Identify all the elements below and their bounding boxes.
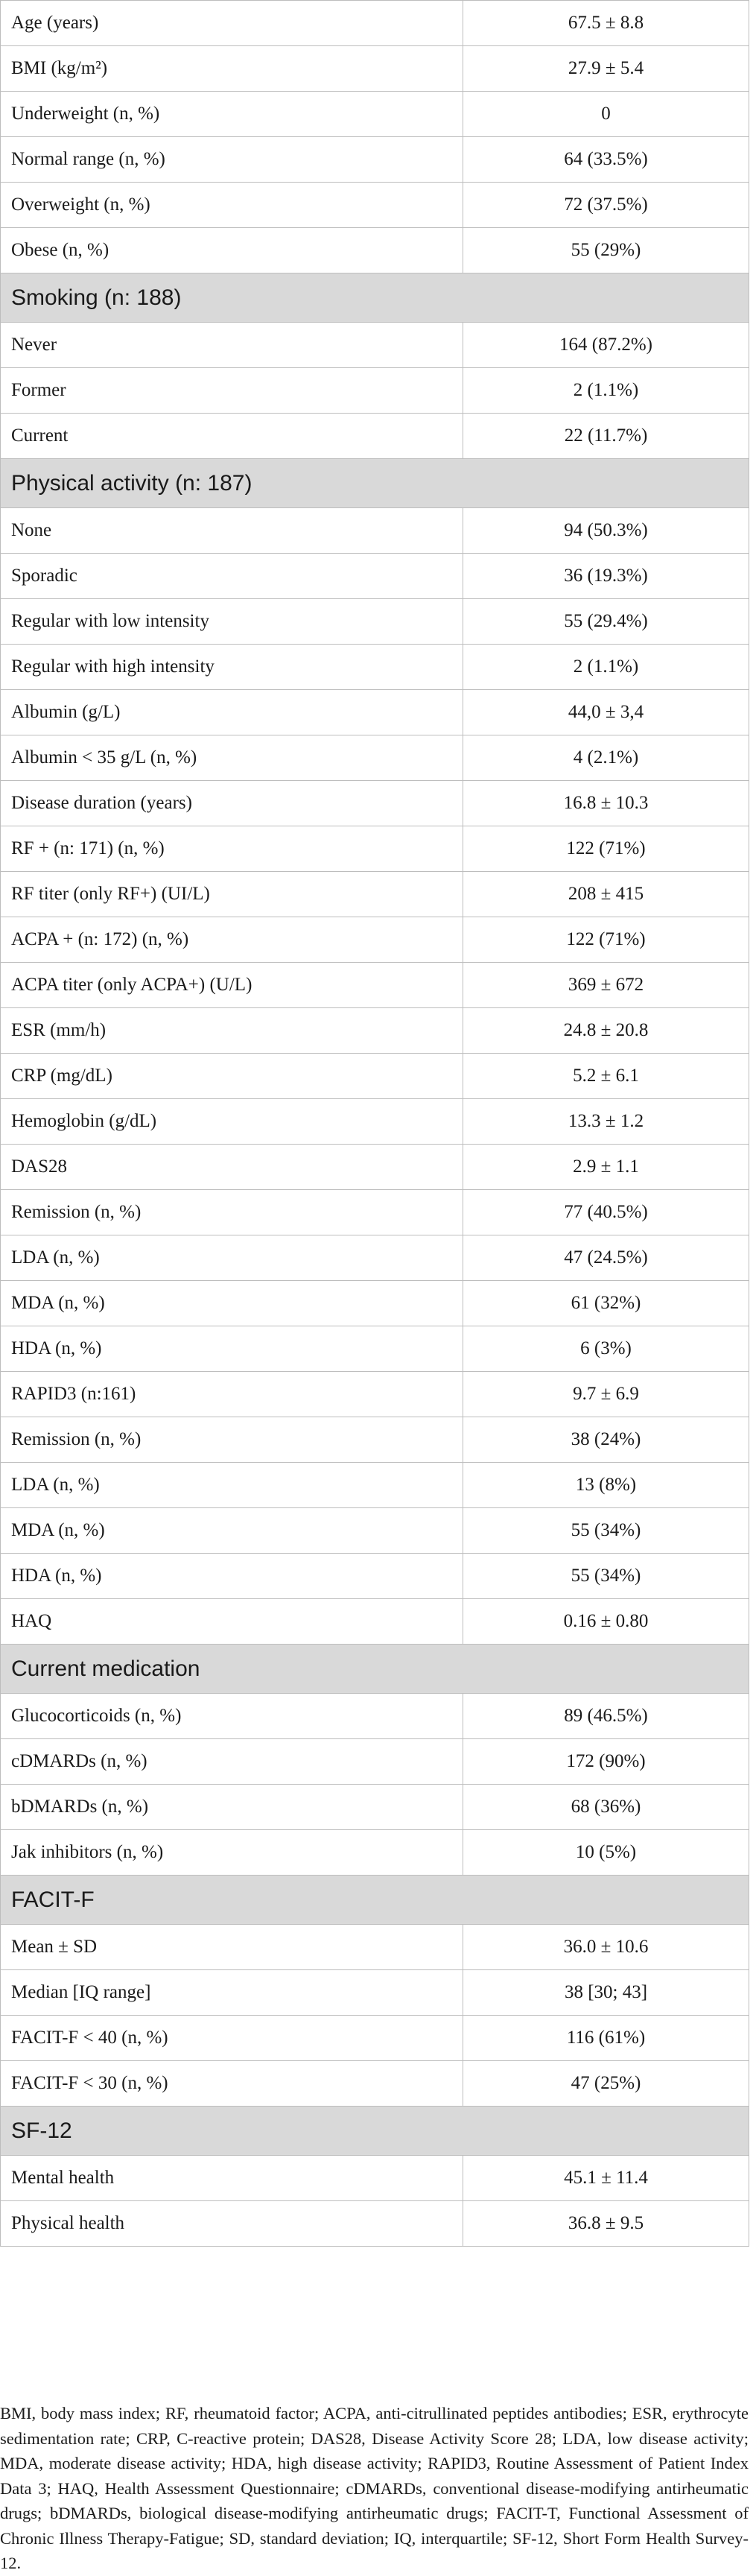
table-row [1,1970,749,2016]
row-value: 2.9 ± 1.1 [463,1145,749,1190]
section-header-row [1,1876,749,1925]
row-value: 5.2 ± 6.1 [463,1054,749,1099]
row-label: LDA (n, %) [1,1235,463,1281]
table-row [1,872,749,917]
row-value: 0 [463,92,749,137]
table-row [1,1372,749,1417]
row-value: 68 (36%) [463,1785,749,1830]
row-label: Remission (n, %) [1,1190,463,1235]
table-footnote: BMI, body mass index; RF, rheumatoid factor; ACPA, anti-citrullinated peptides antibodies; ESR, erythrocyte sedimentation rate; CRP, C-reactive protein; DAS28, Disease Activity Score 28; LDA, low disease activity; MDA, moderate disease activity; HDA, high disease activity; RAPID3, Routine Assessment of Patient Index Data 3; HAQ, Health Assessment Questionnaire; cDMARDs, conventional disease-modifying antirheumatic drugs; bDMARDs, biological disease-modifying antirheumatic drugs; FACIT-T, Functional Assessment of Chronic Illness Therapy-Fatigue; SD, standard deviation; IQ, interquartile; SF-12, Short Form Health Survey-12. [0,2404,749,2572]
row-value: 2 (1.1%) [463,645,749,690]
row-value: 36.8 ± 9.5 [463,2201,749,2247]
section-header-row [1,1645,749,1694]
table-row [1,1235,749,1281]
section-title: Smoking (n: 188) [1,273,749,323]
row-label: LDA (n, %) [1,1463,463,1508]
row-label: Age (years) [1,1,463,46]
row-value: 55 (34%) [463,1508,749,1554]
row-value: 122 (71%) [463,917,749,963]
table-row [1,1508,749,1554]
row-value: 116 (61%) [463,2016,749,2061]
row-label: HAQ [1,1599,463,1645]
row-label: HDA (n, %) [1,1554,463,1599]
row-label: Hemoglobin (g/dL) [1,1099,463,1145]
row-value: 172 (90%) [463,1739,749,1785]
table-row [1,414,749,459]
row-value: 36 (19.3%) [463,554,749,599]
row-label: Mental health [1,2156,463,2201]
row-label: cDMARDs (n, %) [1,1739,463,1785]
table-row [1,781,749,826]
row-label: Disease duration (years) [1,781,463,826]
table-row [1,1554,749,1599]
row-label: Glucocorticoids (n, %) [1,1694,463,1739]
row-value: 89 (46.5%) [463,1694,749,1739]
table-row [1,1190,749,1235]
row-label: Obese (n, %) [1,228,463,273]
row-value: 94 (50.3%) [463,508,749,554]
row-label: Regular with low intensity [1,599,463,645]
row-label: MDA (n, %) [1,1508,463,1554]
table-row [1,2156,749,2201]
row-label: BMI (kg/m²) [1,46,463,92]
table-row [1,1,749,46]
row-label: Former [1,368,463,414]
row-value: 27.9 ± 5.4 [463,46,749,92]
row-value: 10 (5%) [463,1830,749,1876]
table-row [1,1785,749,1830]
row-label: HDA (n, %) [1,1326,463,1372]
row-value: 55 (29.4%) [463,599,749,645]
section-header-row [1,2107,749,2156]
table-row [1,1145,749,1190]
row-label: Albumin (g/L) [1,690,463,735]
table-row [1,183,749,228]
row-value: 47 (25%) [463,2061,749,2107]
row-value: 67.5 ± 8.8 [463,1,749,46]
section-title: Physical activity (n: 187) [1,459,749,508]
table-row [1,1925,749,1970]
row-label: DAS28 [1,1145,463,1190]
row-value: 38 [30; 43] [463,1970,749,2016]
table-row [1,508,749,554]
row-label: RAPID3 (n:161) [1,1372,463,1417]
table-row [1,2061,749,2107]
table-row [1,826,749,872]
row-value: 55 (34%) [463,1554,749,1599]
row-label: Normal range (n, %) [1,137,463,183]
row-value: 55 (29%) [463,228,749,273]
row-value: 22 (11.7%) [463,414,749,459]
row-value: 61 (32%) [463,1281,749,1326]
row-label: Mean ± SD [1,1925,463,1970]
row-label: Never [1,323,463,368]
table-row [1,1008,749,1054]
row-label: Sporadic [1,554,463,599]
table-row [1,735,749,781]
table-row [1,645,749,690]
section-title: SF-12 [1,2107,749,2156]
row-label: bDMARDs (n, %) [1,1785,463,1830]
row-value: 369 ± 672 [463,963,749,1008]
table-body [1,1,749,2247]
row-value: 4 (2.1%) [463,735,749,781]
row-label: RF titer (only RF+) (UI/L) [1,872,463,917]
table-row [1,2016,749,2061]
row-value: 45.1 ± 11.4 [463,2156,749,2201]
table-row [1,690,749,735]
row-value: 208 ± 415 [463,872,749,917]
row-value: 24.8 ± 20.8 [463,1008,749,1054]
row-label: FACIT-F < 30 (n, %) [1,2061,463,2107]
row-label: RF + (n: 171) (n, %) [1,826,463,872]
row-value: 36.0 ± 10.6 [463,1925,749,1970]
section-title: Current medication [1,1645,749,1694]
row-value: 122 (71%) [463,826,749,872]
table-row [1,1054,749,1099]
row-label: MDA (n, %) [1,1281,463,1326]
row-label: Overweight (n, %) [1,183,463,228]
row-label: Median [IQ range] [1,1970,463,2016]
table-row [1,1694,749,1739]
row-value: 0.16 ± 0.80 [463,1599,749,1645]
table-row [1,1326,749,1372]
row-value: 64 (33.5%) [463,137,749,183]
table-row [1,917,749,963]
row-value: 47 (24.5%) [463,1235,749,1281]
row-label: ESR (mm/h) [1,1008,463,1054]
table-row [1,1830,749,1876]
table-row [1,1417,749,1463]
row-value: 77 (40.5%) [463,1190,749,1235]
table-row [1,963,749,1008]
table-row [1,228,749,273]
row-label: Remission (n, %) [1,1417,463,1463]
table-row [1,137,749,183]
row-label: CRP (mg/dL) [1,1054,463,1099]
section-header-row [1,273,749,323]
table-row [1,92,749,137]
row-label: Jak inhibitors (n, %) [1,1830,463,1876]
table-row [1,1599,749,1645]
table-row [1,1739,749,1785]
table-row [1,323,749,368]
table-row [1,368,749,414]
row-value: 44,0 ± 3,4 [463,690,749,735]
table-row [1,599,749,645]
row-label: None [1,508,463,554]
row-label: Regular with high intensity [1,645,463,690]
table-row [1,1281,749,1326]
row-label: ACPA titer (only ACPA+) (U/L) [1,963,463,1008]
table-row [1,2201,749,2247]
row-label: FACIT-F < 40 (n, %) [1,2016,463,2061]
section-title: FACIT-F [1,1876,749,1925]
table-row [1,1463,749,1508]
row-value: 164 (87.2%) [463,323,749,368]
table-row [1,1099,749,1145]
row-label: Current [1,414,463,459]
row-value: 9.7 ± 6.9 [463,1372,749,1417]
row-value: 2 (1.1%) [463,368,749,414]
section-header-row [1,459,749,508]
row-label: Underweight (n, %) [1,92,463,137]
row-label: Physical health [1,2201,463,2247]
row-value: 38 (24%) [463,1417,749,1463]
row-value: 13 (8%) [463,1463,749,1508]
table-row [1,46,749,92]
row-label: ACPA + (n: 172) (n, %) [1,917,463,963]
row-value: 6 (3%) [463,1326,749,1372]
table-row [1,554,749,599]
row-value: 16.8 ± 10.3 [463,781,749,826]
row-label: Albumin < 35 g/L (n, %) [1,735,463,781]
row-value: 13.3 ± 1.2 [463,1099,749,1145]
row-value: 72 (37.5%) [463,183,749,228]
